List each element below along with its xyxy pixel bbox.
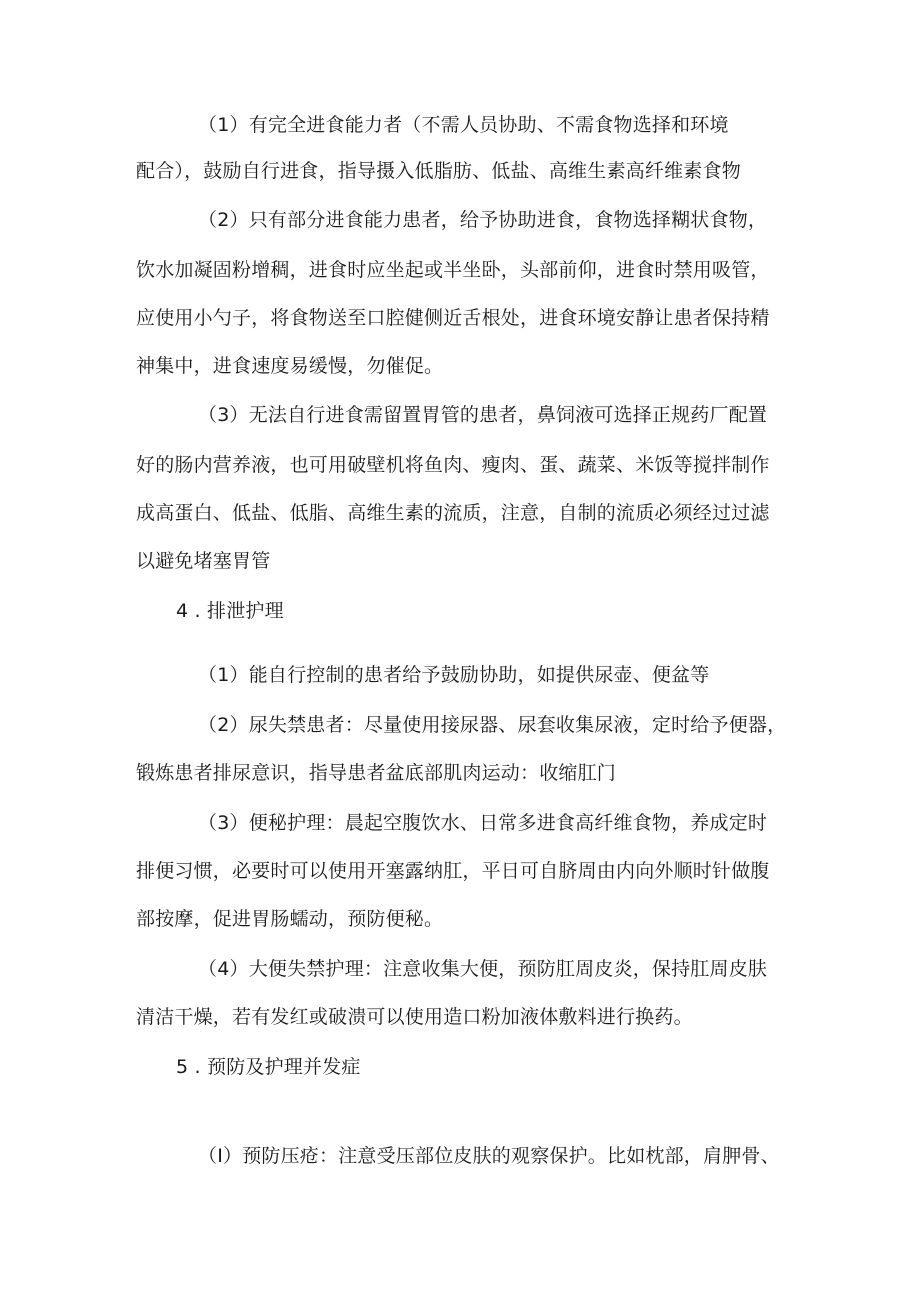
paragraph-line: 排便习惯，必要时可以使用开塞露纳肛，平日可自脐周由内向外顺时针做腹 (136, 860, 770, 882)
paragraph-line: （1）有完全进食能力者（不需人员协助、不需食物选择和环境 (198, 114, 729, 136)
paragraph-line: 成高蛋白、低盐、低脂、高维生素的流质，注意，自制的流质必须经过过滤 (136, 502, 770, 524)
section-heading: 5 . 预防及护理并发症 (176, 1056, 361, 1078)
paragraph-line: （2）只有部分进食能力患者，给予协助进食，食物选择糊状食物， (198, 209, 768, 231)
paragraph-line: （3）无法自行进食需留置胃管的患者，鼻饲液可选择正规药厂配置 (198, 404, 768, 426)
paragraph-line: 应使用小勺子，将食物送至口腔健侧近舌根处，进食环境安静让患者保持精 (136, 307, 770, 329)
paragraph-line: （4）大便失禁护理：注意收集大便，预防肛周皮炎，保持肛周皮肤 (198, 958, 768, 980)
paragraph-line: 部按摩，促进胃肠蠕动，预防便秘。 (136, 908, 444, 930)
paragraph-line: 饮水加凝固粉增稠，进食时应坐起或半坐卧，头部前仰，进食时禁用吸管， (136, 259, 770, 281)
paragraph-line: 锻炼患者排尿意识，指导患者盆底部肌肉运动：收缩肛门 (136, 762, 617, 784)
paragraph-line: （I）预防压疮：注意受压部位皮肤的观察保护。比如枕部，肩胛骨、 (198, 1145, 780, 1167)
paragraph-line: 神集中，进食速度易缓慢，勿催促。 (136, 355, 444, 377)
paragraph-line: 配合），鼓励自行进食，指导摄入低脂肪、低盐、高维生素高纤维素食物 (136, 160, 741, 182)
section-heading: 4 . 排泄护理 (176, 600, 284, 622)
paragraph-line: （2）尿失禁患者：尽量使用接尿器、尿套收集尿液，定时给予便器， (198, 714, 787, 736)
paragraph-line: （3）便秘护理：晨起空腹饮水、日常多进食高纤维食物，养成定时 (198, 812, 768, 834)
paragraph-line: 好的肠内营养液，也可用破壁机将鱼肉、瘦肉、蛋、蔬菜、米饭等搅拌制作 (136, 454, 770, 476)
paragraph-line: 以避免堵塞胃管 (136, 550, 271, 572)
paragraph-line: 清洁干燥，若有发红或破溃可以使用造口粉加液体敷料进行换药。 (136, 1006, 693, 1028)
paragraph-line: （1）能自行控制的患者给予鼓励协助，如提供尿壶、便盆等 (198, 664, 710, 686)
